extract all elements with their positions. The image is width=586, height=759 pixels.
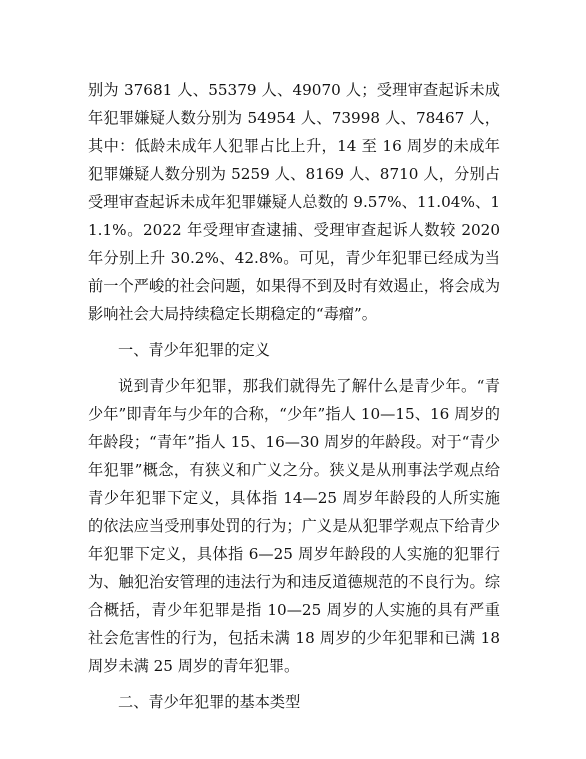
section-heading-types: 二、青少年犯罪的基本类型 bbox=[118, 693, 301, 711]
paragraph-definition: 说到青少年犯罪，那我们就得先了解什么是青少年。“青少年”即青年与少年的合称，“少年”指人 10—15、16 周岁的年龄段；“青年”指人 15、16—30 周岁的年龄段。对于“青少年犯罪”概念，有狭义和广义之分。狭义是从刑事法学观点给青少年犯罪下定义，具体指 14—25 周岁年龄段的人所实施的依法应当受刑事处罚的行为；广义是从犯罪学观点下给青少年犯罪下定义，具体指 6—25 周岁年龄段的人实施的犯罪行为、触犯治安管理的违法行为和违反道德规范的不良行为。综合概括，青少年犯罪是指 10—25 周岁的人实施的具有严重社会危害性的行为，包括未满 18 周岁的少年犯罪和已满 18 周岁未满 25 周岁的青年犯罪。 bbox=[88, 377, 500, 675]
section-heading-definition: 一、青少年犯罪的定义 bbox=[118, 341, 270, 359]
paragraph-statistics: 别为 37681 人、55379 人、49070 人；受理审查起诉未成年犯罪嫌疑人数分别为 54954 人、73998 人、78467 人，其中：低龄未成年人犯罪占比上升，14 至 16 周岁的未成年犯罪嫌疑人数分别为 5259 人、8169 人、8710 人，分别占受理审查起诉未成年犯罪嫌疑人总数的 9.57%、11.04%、11.1%。2022 年受理审查逮捕、受理审查起诉人数较 2020 年分别上升 30.2%、42.8%。可见，青少年犯罪已经成为当前一个严峻的社会问题，如果得不到及时有效遏止，将会成为影响社会大局持续稳定长期稳定的“毒瘤”。 bbox=[88, 81, 500, 323]
document-page bbox=[88, 76, 500, 724]
